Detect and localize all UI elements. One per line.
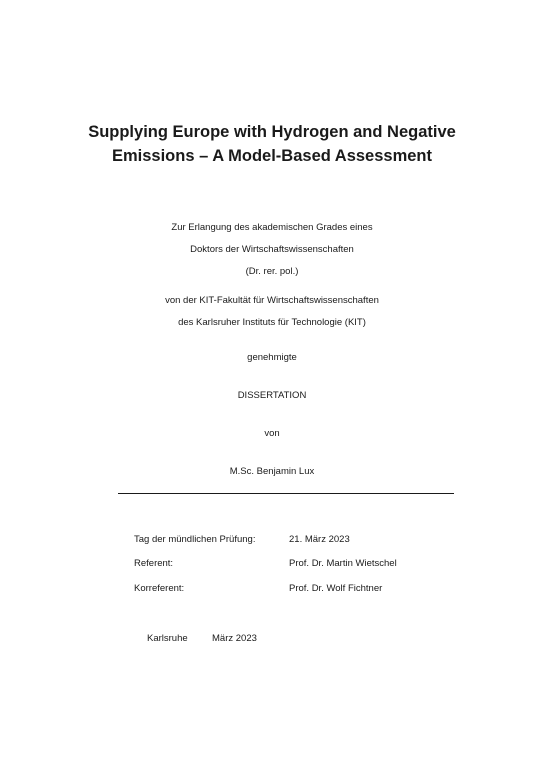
faculty-line-2: des Karlsruher Instituts für Technologie (KIT) <box>178 317 366 328</box>
referee-label: Referent: <box>134 558 174 569</box>
faculty-statement <box>72 290 472 334</box>
exam-date-label: Tag der mündlichen Prüfung: <box>134 534 256 545</box>
document-type: DISSERTATION <box>237 390 307 401</box>
exam-date-value: 21. März 2023 <box>289 534 350 545</box>
faculty-line-1: von der KIT-Fakultät für Wirtschaftswissenschaften <box>165 295 379 306</box>
referee-row <box>134 557 434 571</box>
referee-value: Prof. Dr. Martin Wietschel <box>289 558 397 569</box>
title-line-2: Emissions – A Model-Based Assessment <box>111 147 433 165</box>
coreferee-value: Prof. Dr. Wolf Fichtner <box>289 583 383 594</box>
place: Karlsruhe <box>147 633 188 644</box>
degree-line-1: Zur Erlangung des akademischen Grades eines <box>171 222 373 233</box>
dissertation-title <box>60 120 484 168</box>
coreferee-row <box>134 582 434 596</box>
place-and-date <box>147 632 257 646</box>
approved-label: genehmigte <box>247 352 297 363</box>
by-label: von <box>264 428 280 439</box>
degree-line-2: Doktors der Wirtschaftswissenschaften <box>190 244 354 255</box>
separator-line <box>118 493 454 494</box>
degree-statement <box>72 217 472 283</box>
submission-date: März 2023 <box>212 633 257 644</box>
author-name: M.Sc. Benjamin Lux <box>229 466 315 477</box>
degree-line-3: (Dr. rer. pol.) <box>245 266 299 277</box>
coreferee-label: Korreferent: <box>134 583 185 594</box>
exam-date-row <box>134 533 434 547</box>
title-line-1: Supplying Europe with Hydrogen and Negative <box>88 123 456 141</box>
